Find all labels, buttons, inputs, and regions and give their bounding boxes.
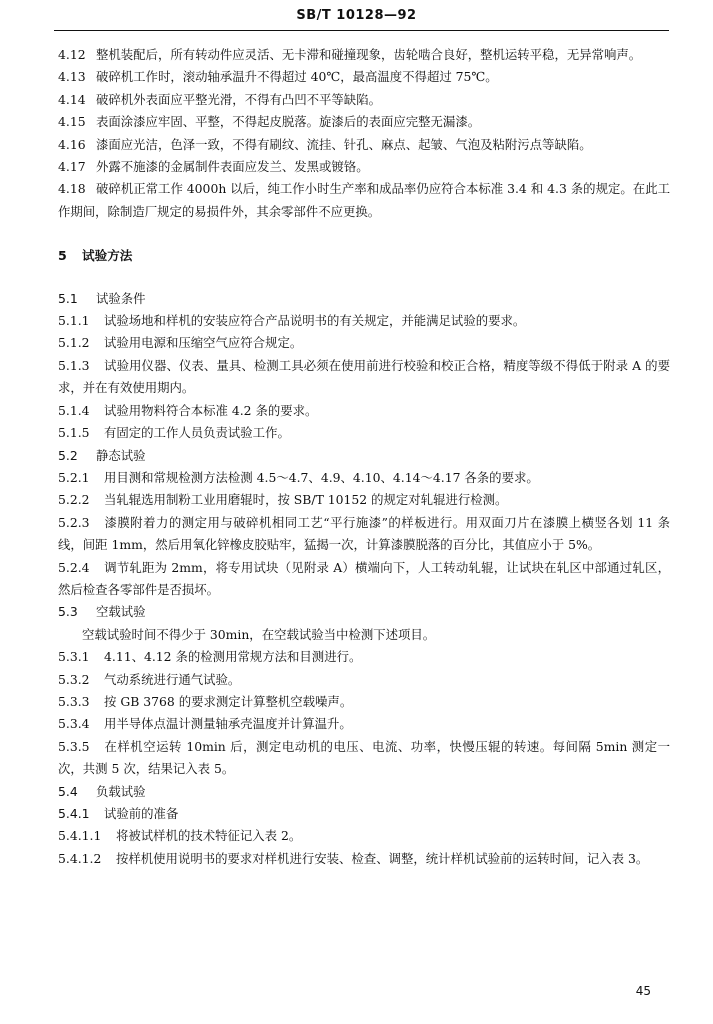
clause-number: 5.3.3 — [58, 693, 90, 709]
clause-number: 4.13 — [58, 69, 86, 85]
clause-5-1-1 — [58, 310, 670, 332]
clause-4-14 — [58, 89, 670, 111]
clause-5-2-1 — [58, 467, 670, 489]
clause-number: 5.3.4 — [58, 716, 90, 732]
clause-5-2 — [58, 445, 670, 467]
clause-number: 4.14 — [58, 91, 86, 107]
clause-5-3-intro — [58, 624, 670, 646]
clause-5-3-1 — [58, 646, 670, 668]
clause-number: 5.2.4 — [58, 559, 90, 575]
clause-text: 4.11、4.12 条的检测用常规方法和目测进行。 — [104, 649, 362, 665]
clause-number: 5.1.2 — [58, 335, 90, 351]
clause-text: 试验用电源和压缩空气应符合规定。 — [104, 335, 303, 351]
clause-text: 气动系统进行通气试验。 — [104, 671, 241, 687]
clause-5-2-4 — [58, 557, 670, 602]
clause-text: 空载试验时间不得少于 30min，在空载试验当中检测下述项目。 — [82, 626, 436, 642]
clause-5-4-1-2 — [58, 848, 670, 870]
clause-5-3-5 — [58, 736, 670, 781]
clause-number: 4.12 — [58, 47, 86, 62]
clause-number: 4.17 — [58, 159, 86, 175]
clause-number: 5.2.2 — [58, 492, 90, 508]
clause-4-17 — [58, 156, 670, 178]
clause-number: 5.2.3 — [58, 514, 90, 530]
clause-number: 5.3.5 — [58, 738, 90, 754]
clause-text: 用目测和常规检测方法检测 4.5～4.7、4.9、4.10、4.14～4.17 各条的要求。 — [104, 469, 539, 485]
clause-text: 按样机使用说明书的要求对样机进行安装、检查、调整，统计样机试验前的运转时间，记入表 3。 — [116, 850, 649, 866]
clause-5-4 — [58, 781, 670, 803]
clause-number: 5.4.1 — [58, 806, 90, 821]
clause-text: 试验用物料符合本标准 4.2 条的要求。 — [104, 402, 318, 418]
clause-5-3 — [58, 601, 670, 623]
clause-4-13 — [58, 66, 670, 88]
clause-5-3-2 — [58, 669, 670, 691]
clause-number: 5.3.1 — [58, 649, 90, 665]
clause-number: 4.15 — [58, 114, 86, 130]
clause-5-2-3 — [58, 512, 670, 557]
clause-5-3-4 — [58, 713, 670, 735]
section-5-heading — [58, 245, 670, 267]
clause-5-1 — [58, 288, 670, 310]
clause-text: 试验场地和样机的安装应符合产品说明书的有关规定，并能满足试验的要求。 — [104, 313, 526, 329]
clause-5-4-1-1 — [58, 825, 670, 847]
clause-text: 空载试验 — [96, 604, 146, 620]
clause-number: 5.1.3 — [58, 357, 90, 373]
clause-text: 静态试验 — [96, 447, 146, 463]
clause-4-12 — [58, 44, 670, 66]
clause-text: 表面涂漆应牢固、平整，不得起皮脱落。旋漆后的表面应完整无漏漆。 — [96, 114, 481, 130]
clause-number: 5.2 — [58, 447, 78, 463]
clause-4-18 — [58, 178, 670, 223]
clause-number: 5.1.1 — [58, 313, 90, 329]
clause-5-1-4 — [58, 400, 670, 422]
clause-text: 负载试验 — [96, 783, 146, 799]
clause-text: 有固定的工作人员负责试验工作。 — [104, 425, 290, 441]
clause-text: 试验条件 — [96, 290, 146, 306]
clause-number: 4.16 — [58, 136, 86, 152]
clause-text: 在样机空运转 10min 后，测定电动机的电压、电流、功率，快慢压辊的转速。每间隔 5min 测定一次，共测 5 次，结果记入表 5。 — [58, 738, 670, 777]
clause-text: 当轧辊选用制粉工业用磨辊时，按 SB/T 10152 的规定对轧辊进行检测。 — [104, 492, 508, 508]
clause-number: 5.4.1.1 — [58, 828, 102, 844]
page-content — [58, 44, 670, 870]
clause-text: 漆面应光洁，色泽一致，不得有刷纹、流挂、针孔、麻点、起皱、气泡及粘附污点等缺陷。 — [96, 136, 592, 152]
clause-number: 5.1.4 — [58, 402, 90, 418]
clause-5-4-1 — [58, 803, 670, 825]
clause-number: 5.4.1.2 — [58, 850, 102, 866]
clause-text: 整机装配后，所有转动件应灵活、无卡滞和碰撞现象，齿轮啮合良好，整机运转平稳，无异常响声。 — [96, 47, 642, 62]
clause-text: 将被试样机的技术特征记入表 2。 — [116, 828, 302, 844]
clause-text: 外露不施漆的金属制件表面应发兰、发黑或镀铬。 — [96, 159, 369, 175]
section-number: 5 — [58, 248, 67, 264]
clause-text: 试验前的准备 — [104, 806, 179, 821]
clause-5-1-5 — [58, 422, 670, 444]
page-number: 45 — [635, 984, 651, 998]
clause-number: 5.4 — [58, 783, 78, 799]
clause-5-1-3 — [58, 355, 670, 400]
clause-5-1-2 — [58, 332, 670, 354]
clause-5-2-2 — [58, 489, 670, 511]
clause-number: 5.1.5 — [58, 425, 90, 441]
clause-5-3-3 — [58, 691, 670, 713]
clause-text: 用半导体点温计测量轴承壳温度并计算温升。 — [104, 716, 352, 732]
clause-text: 破碎机工作时，滚动轴承温升不得超过 40℃，最高温度不得超过 75℃。 — [96, 69, 498, 85]
clause-text: 破碎机正常工作 4000h 以后，纯工作小时生产率和成品率仍应符合本标准 3.4 和 4.3 条的规定。在此工作期间，除制造厂规定的易损件外，其余零部件不应更换。 — [58, 181, 670, 219]
section-title: 试验方法 — [82, 248, 133, 264]
clause-text: 漆膜附着力的测定用与破碎机相同工艺“平行施漆”的样板进行。用双面刀片在漆膜上横竖各划 11 条线，间距 1mm，然后用氧化锌橡皮胶贴牢，猛揭一次，计算漆膜脱落的百分比，其值应小于 5%。 — [58, 514, 670, 553]
clause-number: 4.18 — [58, 181, 86, 197]
clause-text: 按 GB 3768 的要求测定计算整机空载噪声。 — [104, 693, 353, 709]
clause-number: 5.1 — [58, 290, 78, 306]
standard-code-header: SB/T 10128—92 — [296, 8, 417, 23]
clause-text: 破碎机外表面应平整光滑，不得有凸凹不平等缺陷。 — [96, 91, 381, 107]
clause-text: 试验用仪器、仪表、量具、检测工具必须在使用前进行校验和校正合格，精度等级不得低于附录 A 的要求，并在有效使用期内。 — [58, 357, 670, 396]
clause-4-15 — [58, 111, 670, 133]
clause-number: 5.3.2 — [58, 671, 90, 687]
clause-number: 5.3 — [58, 604, 78, 620]
header-rule — [54, 30, 669, 31]
clause-4-16 — [58, 134, 670, 156]
clause-text: 调节轧距为 2mm，将专用试块（见附录 A）横端向下，人工转动轧辊，让试块在轧区中部通过轧区，然后检查各零部件是否损坏。 — [58, 559, 670, 597]
clause-number: 5.2.1 — [58, 469, 90, 485]
